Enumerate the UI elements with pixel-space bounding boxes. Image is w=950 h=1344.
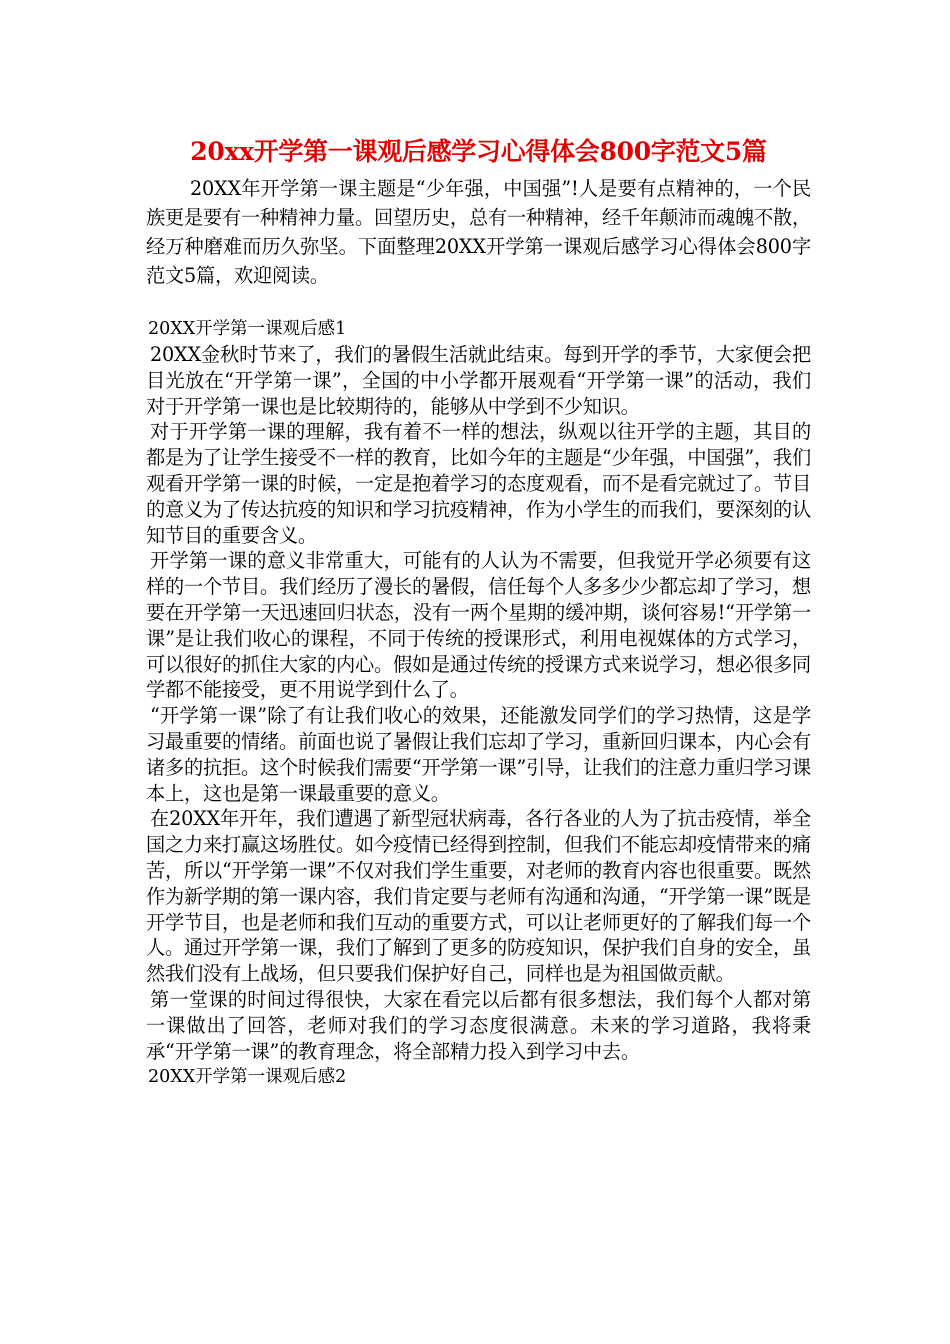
body-paragraph: “开学第一课”除了有让我们收心的效果，还能激发同学们的学习热情，这是学习最重要的情绪。前面也说了暑假让我们忘却了学习，重新回归课本，内心会有诸多的抗拒。这个时候我们需要“开学第一课”引导，让我们的注意力重归学习课本上，这也是第一课最重要的意义。	[146, 704, 811, 805]
section-heading-1: 20XX开学第一课观后感1	[148, 319, 347, 339]
blank-line	[146, 290, 811, 316]
intro-paragraph: 20XX年开学第一课主题是“少年强，中国强”!人是要有点精神的，一个民族更是要有一种精神力量。回望历史，总有一种精神，经千年颠沛而魂魄不散，经万种磨难而历久弥坚。下面整理20XX开学第一课观后感学习心得体会800字范文5篇，欢迎阅读。	[146, 177, 811, 287]
section-heading-2: 20XX开学第一课观后感2	[148, 1067, 347, 1088]
body-paragraph: 第一堂课的时间过得很快，大家在看完以后都有很多想法，我们每个人都对第一课做出了回答，老师对我们的学习态度很满意。未来的学习道路，我将秉承“开学第一课”的教育理念，将全部精力投入到学习中去。	[146, 987, 811, 1063]
document-title: 20xx开学第一课观后感学习心得体会800字范文5篇	[190, 137, 767, 166]
document-page	[146, 132, 811, 1090]
body-paragraph: 对于开学第一课的理解，我有着不一样的想法，纵观以往开学的主题，其目的都是为了让学生接受不一样的教育，比如今年的主题是“少年强，中国强”，我们观看开学第一课的时候，一定是抱着学习的态度观看，而不是看完就过了。节目的意义为了传达抗疫的知识和学习抗疫精神，作为小学生的而我们，要深刻的认知节目的重要含义。	[146, 420, 811, 547]
body-paragraph: 开学第一课的意义非常重大，可能有的人认为不需要，但我觉开学必须要有这样的一个节目。我们经历了漫长的暑假，信任每个人多多少少都忘却了学习，想要在开学第一天迅速回归状态，没有一两个星期的缓冲期，谈何容易!“开学第一课”是让我们收心的课程，不同于传统的授课形式，利用电视媒体的方式学习，可以很好的抓住大家的内心。假如是通过传统的授课方式来说学习，想必很多同学都不能接受，更不用说学到什么了。	[146, 549, 811, 702]
body-paragraph: 20XX金秋时节来了，我们的暑假生活就此结束。每到开学的季节，大家便会把目光放在“开学第一课”，全国的中小学都开展观看“开学第一课”的活动，我们对于开学第一课也是比较期待的，能够从中学到不少知识。	[146, 343, 811, 418]
body-paragraph: 在20XX年开年，我们遭遇了新型冠状病毒，各行各业的人为了抗击疫情，举全国之力来打赢这场胜仗。如今疫情已经得到控制，但我们不能忘却疫情带来的痛苦，所以“开学第一课”不仅对我们学生重要，对老师的教育内容也很重要。既然作为新学期的第一课内容，我们肯定要与老师有沟通和沟通，“开学第一课”既是开学节目，也是老师和我们互动的重要方式，可以让老师更好的了解我们每一个人。通过开学第一课，我们了解到了更多的防疫知识，保护我们自身的安全，虽然我们没有上战场，但只要我们保护好自己，同样也是为祖国做贡献。	[146, 807, 811, 986]
